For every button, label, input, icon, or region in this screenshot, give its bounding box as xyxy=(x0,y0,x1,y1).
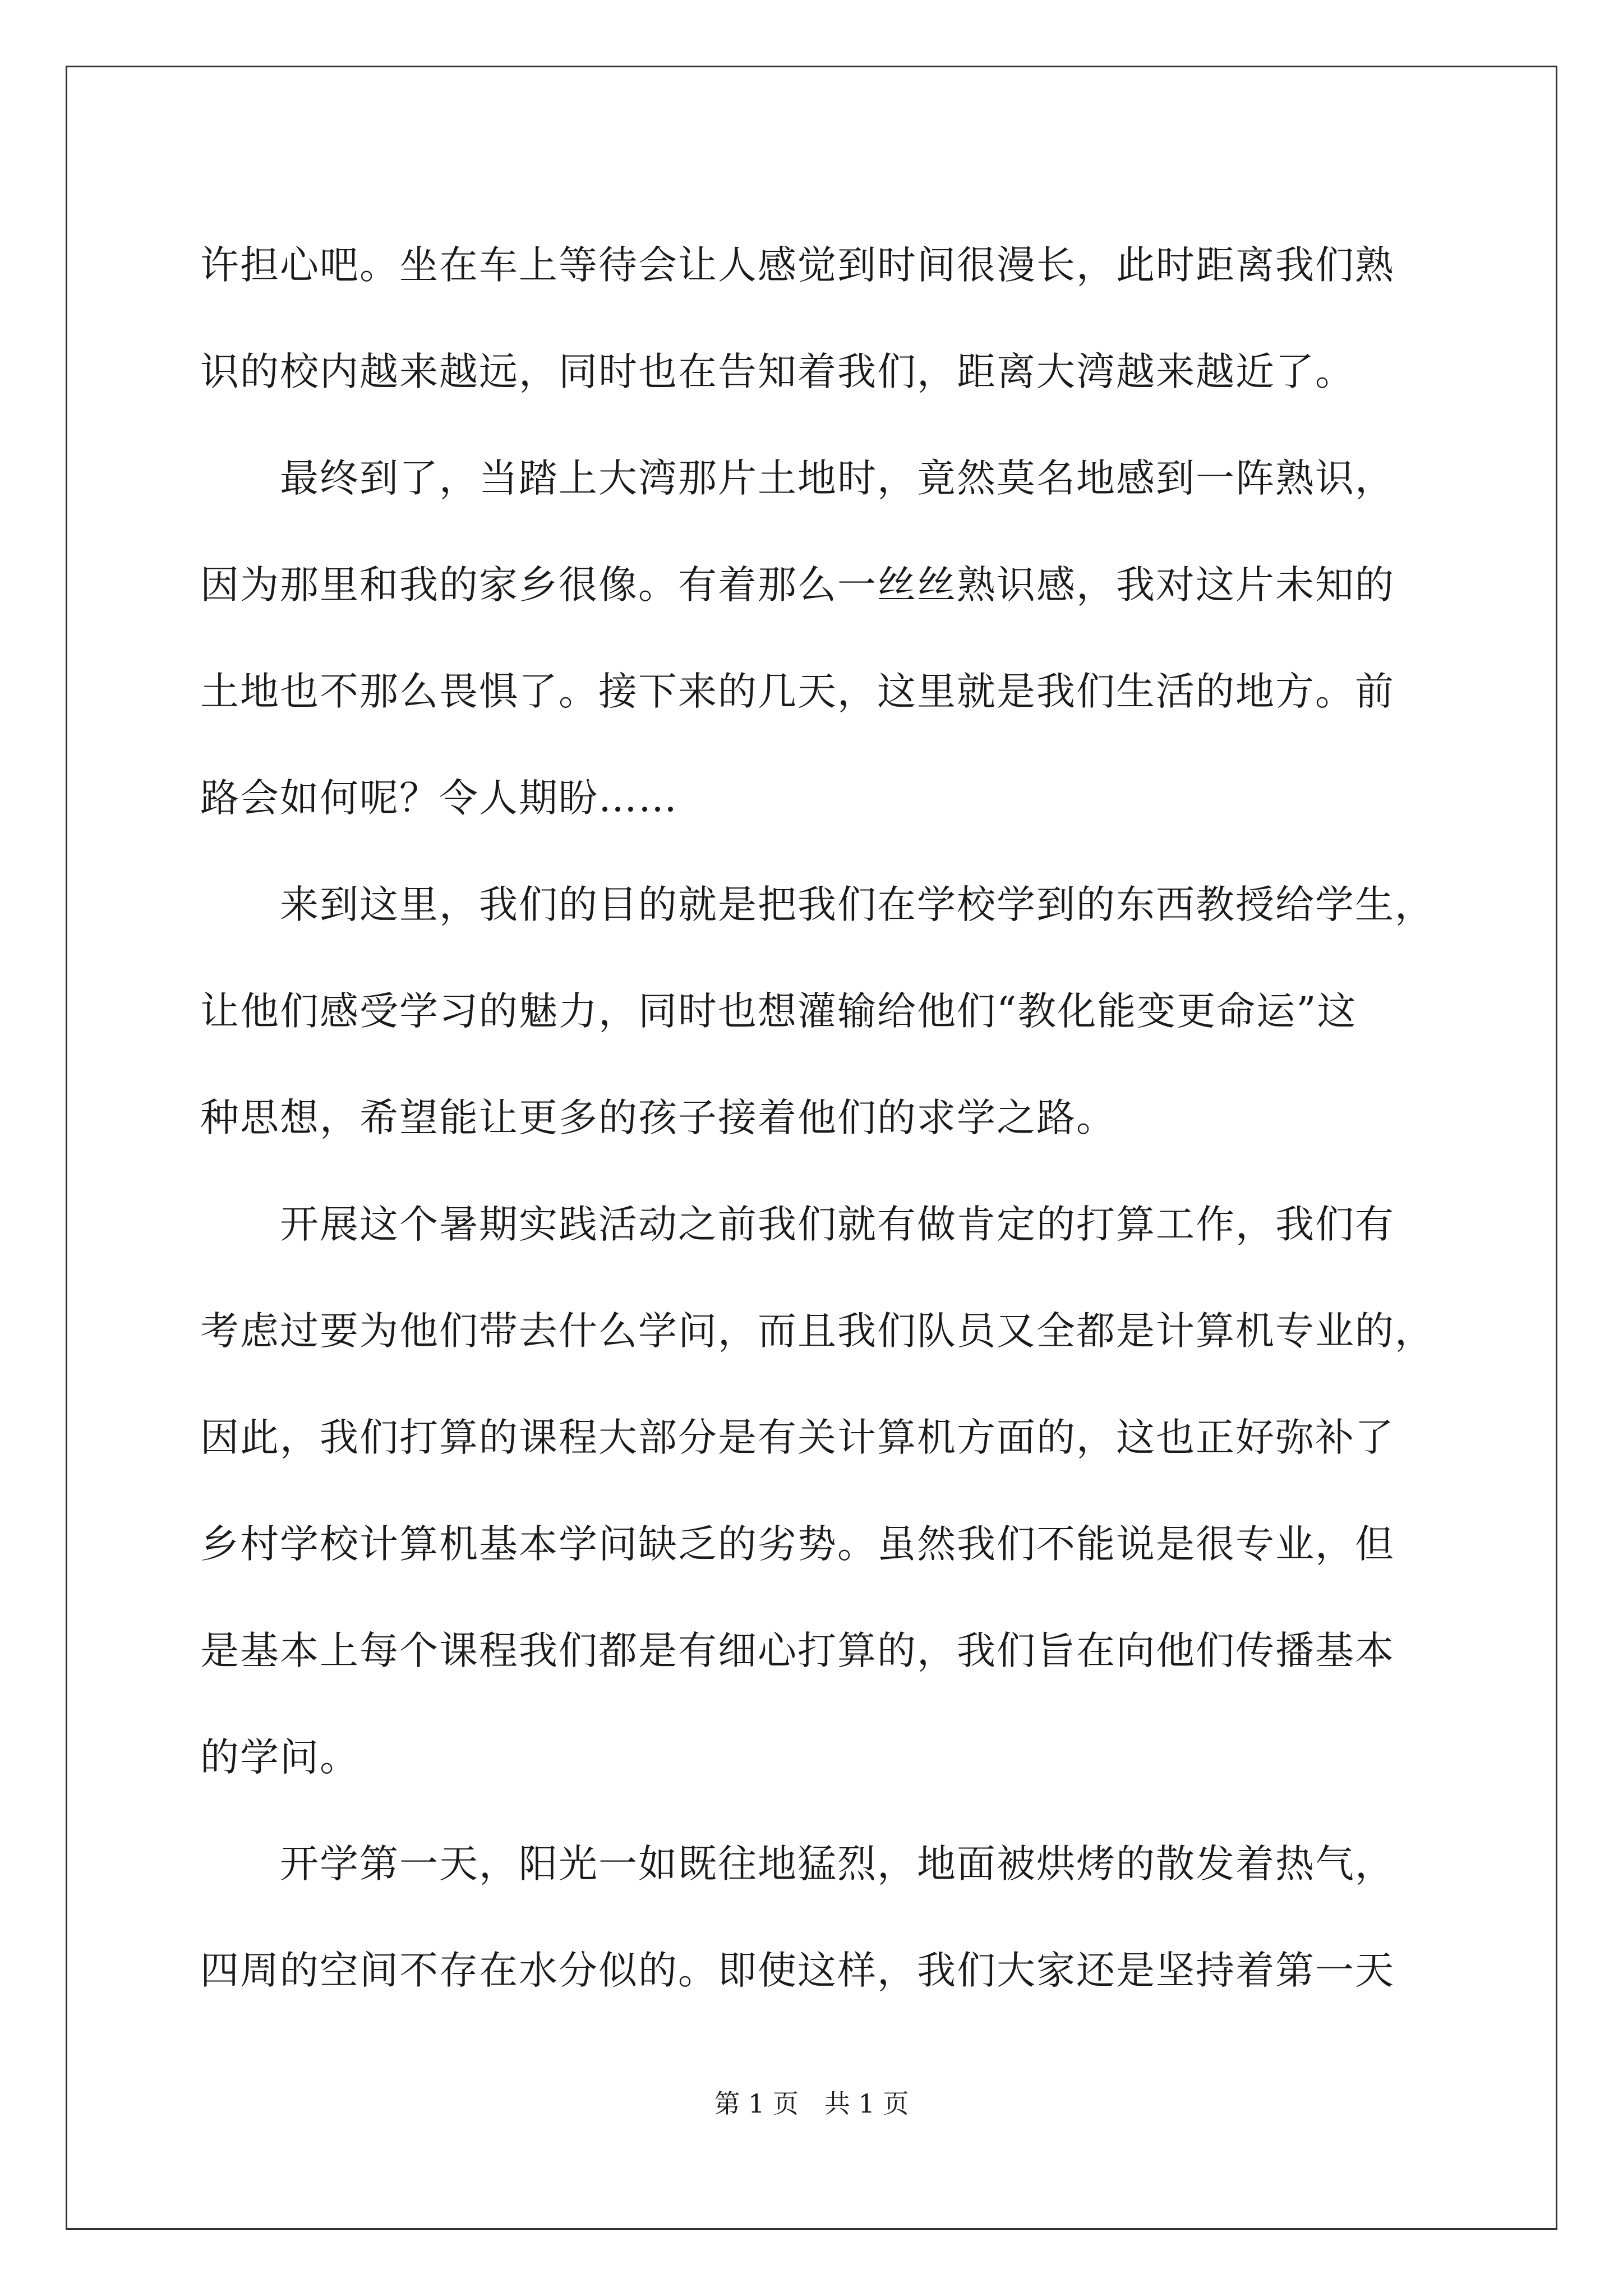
text-line: 种思想，希望能让更多的孩子接着他们的求学之路。 xyxy=(200,1096,1116,1140)
page-number-footer: 第 1 页 共 1 页 xyxy=(714,2088,909,2119)
text-line: 四周的空间不存在水分似的。即使这样，我们大家还是坚持着第一天 xyxy=(200,1948,1395,1993)
text-line: 乡村学校计算机基本学问缺乏的劣势。虽然我们不能说是很专业，但 xyxy=(200,1522,1395,1567)
text-line: 的学问。 xyxy=(200,1735,359,1780)
text-line: 因此，我们打算的课程大部分是有关计算机方面的，这也正好弥补了 xyxy=(200,1415,1395,1460)
text-line: 是基本上每个课程我们都是有细心打算的，我们旨在向他们传播基本 xyxy=(200,1628,1395,1673)
text-line: 开展这个暑期实践活动之前我们就有做肯定的打算工作，我们有 xyxy=(200,1202,1395,1247)
text-line: 让他们感受学习的魅力，同时也想灌输给他们“教化能变更命运”这 xyxy=(200,989,1357,1034)
text-line: 土地也不那么畏惧了。接下来的几天，这里就是我们生活的地方。前 xyxy=(200,669,1395,714)
text-line: 许担心吧。坐在车上等待会让人感觉到时间很漫长，此时距离我们熟 xyxy=(200,243,1395,288)
text-line: 来到这里，我们的目的就是把我们在学校学到的东西教授给学生， xyxy=(200,882,1435,927)
text-line: 开学第一天，阳光一如既往地猛烈，地面被烘烤的散发着热气， xyxy=(200,1842,1395,1887)
text-line: 路会如何呢？令人期盼…… xyxy=(200,776,678,821)
text-line: 考虑过要为他们带去什么学问，而且我们队员又全都是计算机专业的， xyxy=(200,1309,1435,1354)
text-line: 最终到了，当踏上大湾那片土地时，竟然莫名地感到一阵熟识， xyxy=(200,456,1395,501)
text-line: 识的校内越来越远，同时也在告知着我们，距离大湾越来越近了。 xyxy=(200,349,1355,394)
document-body xyxy=(200,212,1434,2024)
text-line: 因为那里和我的家乡很像。有着那么一丝丝熟识感，我对这片未知的 xyxy=(200,563,1395,608)
